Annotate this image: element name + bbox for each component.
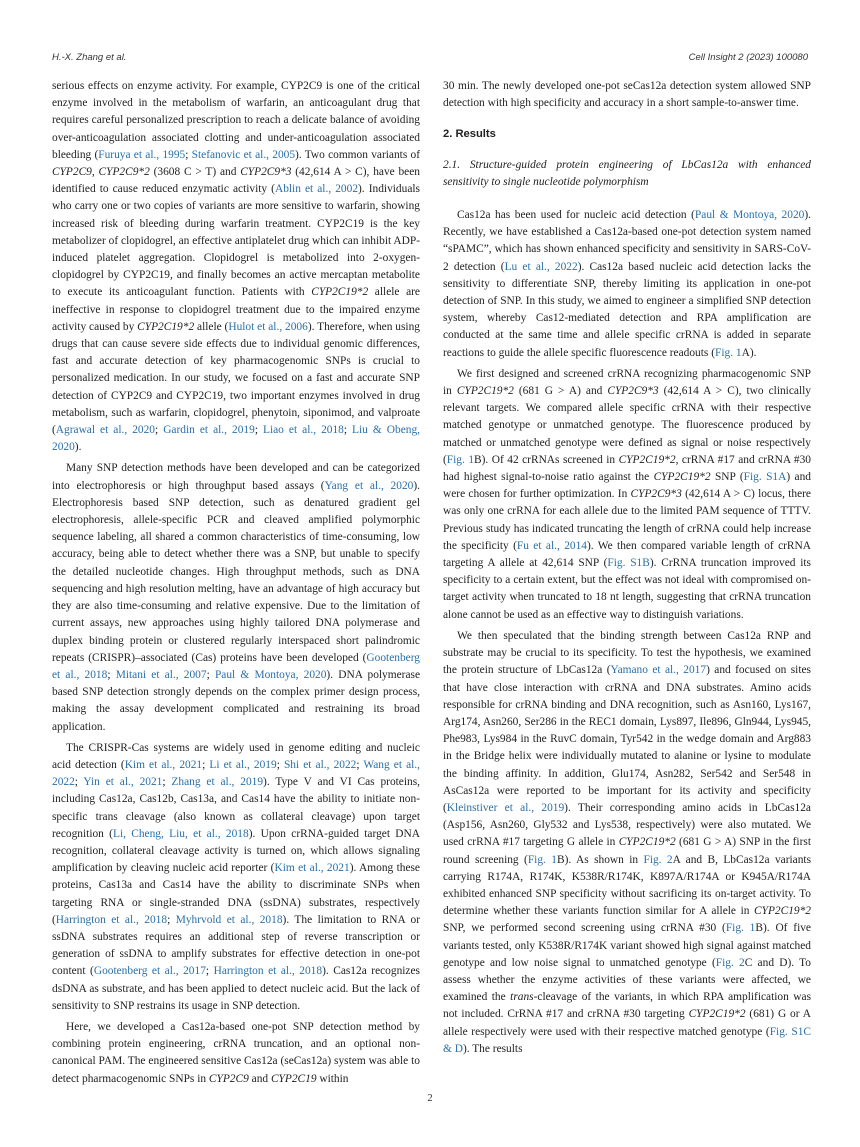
citation-link[interactable]: Kim et al., 2021 bbox=[274, 862, 350, 875]
citation-link[interactable]: Mitani et al., 2007 bbox=[115, 668, 207, 681]
paragraph: 30 min. The newly developed one-pot seCas12a detection system allowed SNP detection with high specificity and accuracy in a short sample-to-answer time. bbox=[443, 80, 811, 110]
figure-link[interactable]: Fig. 1 bbox=[725, 922, 756, 935]
figure-link[interactable]: Fig. S1A bbox=[743, 471, 787, 484]
citation-link[interactable]: Li, Cheng, Liu, et al., 2018 bbox=[112, 827, 249, 840]
figure-link[interactable]: Fig. 1 bbox=[715, 346, 742, 359]
running-header bbox=[52, 52, 808, 68]
figure-link[interactable]: Fig. 2 bbox=[715, 956, 745, 969]
figure-link[interactable]: Fig. S1B bbox=[607, 557, 650, 570]
paragraph: serious effects on enzyme activity. For example, CYP2C9 is one of the critical enzyme involved in the metabolism of warfarin, an anticoagulant drug that requires careful personalized prescription to reach a delicate balance of avoiding over-anticoagulation associated clotting and under-anticoagulation associated bleeding (Furuya et al., 1995; Stefanovic et al., 2005). Two common variants of CYP2C9, CYP2C9*2 (3608 C > T) and CYP2C9*3 (42,614 A > C), have been identified to cause reduced enzymatic activity (Ablin et al., 2002). Individuals who carry one or two copies of variants are more sensitive to warfarin, showing increased risk of bleeding during warfarin treatment. CYP2C19 is the key metabolizer of clopidogrel, an effective antiplatelet drug which can inhibit ADP-induced platelet aggregation. Clopidogrel is metabolized into 2-oxygen-clopidogrel by CYP2C19, and finally becomes an active mercaptan metabolite to execute its anticoagulant function. Patients with CYP2C19*2 allele are ineffective in response to clopidogrel treatment due to the impaired enzyme activity caused by CYP2C19*2 allele (Hulot et al., 2006). Therefore, when using drugs that can cause severe side effects due to individual genomic differences, fast and accurate detection of key pharmacogenomic SNPs is crucial to personalized medication. In our study, we focused on a fast and accurate SNP detection of CYP2C9 and CYP2C19, two important enzymes involved in drug metabolism, such as warfarin, clopidogrel, phenytoin, siponimod, and valproate (Agrawal et al., 2020; Gardin et al., 2019; Liao et al., 2018; Liu & Obeng, 2020). bbox=[52, 80, 420, 454]
citation-link[interactable]: Kleinstiver et al., 2019 bbox=[446, 801, 565, 814]
citation-link[interactable]: Liu & Obeng, 2020 bbox=[52, 424, 420, 454]
paragraph: Cas12a has been used for nucleic acid detection (Paul & Montoya, 2020). Recently, we have established a Cas12a-based one-pot detection system named “sPAMC”, which has shown enhanced specificity and sensitivity in SARS-CoV-2 detection (Lu et al., 2022). Cas12a based nucleic acid detection lacks the sensitivity to differentiate SNP, thereby limiting its application in one-pot detection of SNP. In this study, we aimed to engineer a simplified SNP detection system, whereby Cas12-mediated detection and RPA amplification are conducted at the same time and allele specific crRNA is added in separate reactions to guide the allele specific fluorescence readouts (Fig. 1A). bbox=[443, 209, 811, 359]
citation-link[interactable]: Shi et al., 2022 bbox=[283, 758, 357, 771]
citation-link[interactable]: Kim et al., 2021 bbox=[124, 758, 203, 771]
citation-link[interactable]: Paul & Montoya, 2020 bbox=[694, 209, 805, 222]
figure-link[interactable]: Fig. S1C & D bbox=[443, 1025, 811, 1055]
citation-link[interactable]: Gardin et al., 2019 bbox=[163, 424, 255, 437]
citation-link[interactable]: Lu et al., 2022 bbox=[504, 260, 578, 273]
citation-link[interactable]: Gootenberg et al., 2017 bbox=[93, 965, 206, 978]
citation-link[interactable]: Yamano et al., 2017 bbox=[610, 664, 707, 677]
header-journal: Cell Insight 2 (2023) 100080 bbox=[688, 52, 808, 63]
figure-link[interactable]: Fig. 1 bbox=[446, 453, 475, 466]
citation-link[interactable]: Li et al., 2019 bbox=[209, 758, 277, 771]
paragraph: We first designed and screened crRNA recognizing pharmacogenomic SNP in CYP2C19*2 (681 G > A) and CYP2C9*3 (42,614 A > C), two clinically relevant targets. We compared allele specific crRNA with their respective matched genotype or unmatched genotype. The fluorescence produced by matched or unmatched genotype were defined as signal or noise respectively (Fig. 1B). Of 42 crRNAs screened in CYP2C19*2, crRNA #17 and crRNA #30 had highest signal-to-noise ratio against the CYP2C19*2 SNP (Fig. S1A) and were chosen for further optimization. In CYP2C9*3 (42,614 A > C) locus, there was only one crRNA for each allele due to the limited PAM sequence of TTTV. Previous study has indicated truncating the length of crRNA could help increase the specificity (Fu et al., 2014). We then compared variable length of crRNA targeting A allele at 42,614 SNP (Fig. S1B). CrRNA truncation improved its specificity to a certain extent, but the effect was not ideal with compromised on-target activity when truncated to 18 nt length, suggesting that crRNA truncation alone cannot be used as an effective way to distinguish variations. bbox=[443, 367, 811, 621]
right-column bbox=[443, 78, 811, 1058]
citation-link[interactable]: Agrawal et al., 2020 bbox=[55, 424, 155, 437]
citation-link[interactable]: Stefanovic et al., 2005 bbox=[191, 148, 296, 161]
citation-link[interactable]: Yin et al., 2021 bbox=[83, 776, 163, 789]
left-column bbox=[52, 78, 420, 1088]
citation-link[interactable]: Harrington et al., 2018 bbox=[213, 965, 323, 978]
figure-link[interactable]: Fig. 2 bbox=[643, 853, 673, 866]
paragraph: Many SNP detection methods have been developed and can be categorized into electrophoresis or high throughput based assays (Yang et al., 2020). Electrophoresis based SNP detection, such as denatured gradient gel electrophoresis, allele-specific PCR and cleaved amplified polymorphic sequence labeling, all shared a common characteristics of time-consuming, low accuracy, being able to detect whether there was a SNP, but unable to specify the detailed nucleotide changes. High throughput methods, such as DNA sequencing and high resolution melting, have an advantage of high accuracy but they are also time-consuming and relative expensive. Due to the limitation of current assays, new approaches using highly tailored DNA polymerase and duplex binding protein or clustered regularly interspaced short palindromic repeats (CRISPR)–associated (Cas) proteins have been developed (Gootenberg et al., 2018; Mitani et al., 2007; Paul & Montoya, 2020). DNA polymerase based SNP detection strongly depends on the complex primer design process, making the assay development complicated and restraining its broad application. bbox=[52, 462, 421, 733]
paragraph: The CRISPR-Cas systems are widely used in genome editing and nucleic acid detection (Kim et al., 2021; Li et al., 2019; Shi et al., 2022; Wang et al., 2022; Yin et al., 2021; Zhang et al., 2019). Type V and VI Cas proteins, including Cas12a, Cas12b, Cas13a, and Cas14 have the ability to initiate non-specific trans cleavage (also known as collateral cleavage) upon target recognition (Li, Cheng, Liu, et al., 2018). Upon crRNA-guided target DNA recognition, collateral cleavage activity is turned on, which allows signaling amplification by cleaving nucleic acid reporter (Kim et al., 2021). Among these proteins, Cas13a and Cas14 have the ability to discriminate SNPs when targeting RNA or single-stranded DNA (ssDNA) substrates, respectively (Harrington et al., 2018; Myhrvold et al., 2018). The limitation to RNA or ssDNA substrates requires an additional step of reverse transcription or generation of ssDNA to amplify substrates for effective detection in one-pot content (Gootenberg et al., 2017; Harrington et al., 2018). Cas12a recognizes dsDNA as substrate, and has been applied to detect nucleic acid. But the lack of sensitivity to SNP restrains its usage in SNP detection. bbox=[52, 741, 421, 1012]
citation-link[interactable]: Yang et al., 2020 bbox=[324, 479, 414, 492]
citation-link[interactable]: Gootenberg et al., 2018 bbox=[52, 651, 420, 681]
paragraph: Here, we developed a Cas12a-based one-pot SNP detection method by combining protein engineering, crRNA truncation, and an optional non-canonical PAM. The engineered sensitive Cas12a (seCas12a) system was able to detect pharmacogenomic SNPs in CYP2C9 and CYP2C19 within bbox=[52, 1020, 420, 1085]
section-title: 2. Results bbox=[443, 128, 496, 141]
citation-link[interactable]: Ablin et al., 2002 bbox=[274, 183, 359, 196]
citation-link[interactable]: Myhrvold et al., 2018 bbox=[175, 913, 283, 926]
citation-link[interactable]: Fu et al., 2014 bbox=[516, 539, 587, 552]
citation-link[interactable]: Furuya et al., 1995 bbox=[98, 148, 186, 161]
citation-link[interactable]: Hulot et al., 2006 bbox=[228, 320, 308, 333]
header-authors: H.-X. Zhang et al. bbox=[52, 52, 127, 63]
citation-link[interactable]: Harrington et al., 2018 bbox=[55, 913, 168, 926]
figure-link[interactable]: Fig. 1 bbox=[527, 853, 557, 866]
citation-link[interactable]: Liao et al., 2018 bbox=[263, 424, 344, 437]
subsection-title: 2.1. Structure-guided protein engineering of LbCas12a with enhanced sensitivity to single nucleotide polymorphism bbox=[443, 158, 811, 188]
citation-link[interactable]: Wang et al., 2022 bbox=[52, 758, 421, 789]
citation-link[interactable]: Zhang et al., 2019 bbox=[171, 776, 264, 789]
paragraph: We then speculated that the binding strength between Cas12a RNP and substrate may be crucial to its specificity. To test the hypothesis, we examined the protein structure of LbCas12a (Yamano et al., 2017) and focused on sites that have close interaction with crRNA and DNA substrates. Amino acids responsible for crRNA binding and DNA recognition, such as Asn160, Lys167, Arg174, Asn260, Ser286 in the REC1 domain, Lys897, Ile896, Gln944, Lys945, Phe983, Lys984 in the RuvC domain, Tyr542 in the wedge domain and Arg883 in the Bridge helix were individually mutated to alanine or lysine to modulate the binding affinity. In addition, Glu174, Asn282, Ser542 and Ser548 in AsCas12a were reported to be important for its activity and specificity (Kleinstiver et al., 2019). Their corresponding amino acids in LbCas12a (Asp156, Asn260, Gly532 and Lys538, respectively) were also mutated. We used crRNA #17 targeting G allele in CYP2C19*2 (681 G > A) SNP in the first round screening (Fig. 1B). As shown in Fig. 2A and B, LbCas12a variants carrying R174A, R174K, K538R/R174K, K897A/R174A or K945A/R174A exhibited enhanced SNP specificity without sacrificing its on-target activity. To determine whether these variants function similar for A allele in CYP2C19*2 SNP, we performed second screening using crRNA #30 (Fig. 1B). Of five variants tested, only K538R/R174K variant showed high signal against matched genotype and low noise signal to unmatched genotype (Fig. 2C and D). To assess whether the enzyme activities of these variants were affected, we examined the trans-cleavage of the variants, in which RPA amplification was not included. CrRNA #17 and crRNA #30 targeting CYP2C19*2 (681) G or A allele respectively were used with their respective matched genotype (Fig. S1C & D). The results bbox=[443, 629, 812, 1055]
citation-link[interactable]: Paul & Montoya, 2020 bbox=[214, 668, 327, 681]
page-number: 2 bbox=[427, 1093, 433, 1104]
